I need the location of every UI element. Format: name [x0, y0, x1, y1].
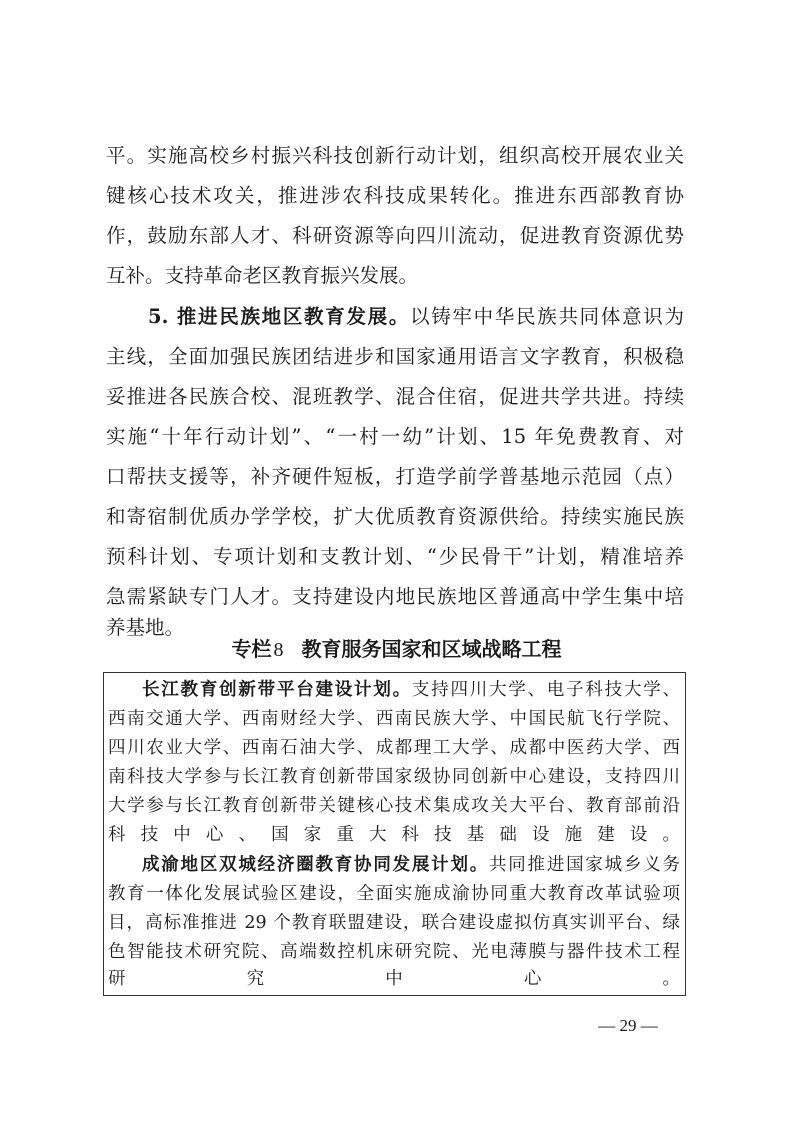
box-line: 西南交通大学、西南财经大学、西南民族大学、中国民航飞行学院、 — [108, 709, 680, 729]
section-5-text: 以铸牢中华民族共同体意识为 — [410, 305, 684, 328]
box-item1-first-line — [142, 676, 680, 704]
box-line: 色智能技术研究院、高端数控机床研究院、光电薄膜与器件技术工程 — [108, 942, 680, 962]
section-5-heading: 5. 推进民族地区教育发展。 — [148, 305, 411, 328]
box-item1-text: 支持四川大学、电子科技大学、 — [411, 680, 681, 700]
column-title — [0, 634, 793, 664]
body-line: 键核心技术攻关，推进涉农科技成果转化。推进东西部教育协 — [106, 184, 684, 207]
box-item2-text: 共同推进国家城乡义务 — [489, 855, 680, 875]
body-line: 实施“十年行动计划”、“一村一幼”计划、15 年免费教育、对 — [106, 425, 684, 448]
box-item2-first-line — [142, 851, 680, 879]
body-line: 口帮扶支援等，补齐硬件短板，打造学前学普基地示范园（点） — [106, 465, 684, 488]
section-5-first-line — [148, 303, 684, 331]
box-line: 研究中心。 — [108, 969, 680, 989]
box-line: 南科技大学参与长江教育创新带国家级协同创新中心建设，支持四川 — [108, 767, 680, 787]
column-title-prefix: 专栏 — [231, 637, 272, 661]
box-item2-heading: 成渝地区双城经济圈教育协同发展计划。 — [142, 855, 489, 875]
column-title-text: 教育服务国家和区域战略工程 — [301, 637, 562, 661]
box-item1-heading: 长江教育创新带平台建设计划。 — [142, 680, 412, 700]
body-line: 妥推进各民族合校、混班教学、混合住宿，促进共学共进。持续 — [106, 385, 684, 408]
page-number: — 29 — — [598, 1016, 658, 1035]
box-line: 教育一体化发展试验区建设，全面实施成渝协同重大教育改革试验项 — [108, 884, 680, 904]
column-title-number: 8 — [273, 639, 284, 661]
box-line: 大学参与长江教育创新带关键核心技术集成攻关大平台、教育部前沿 — [108, 796, 680, 816]
body-line: 主线，全面加强民族团结进步和国家通用语言文字教育，积极稳 — [106, 345, 684, 368]
body-line: 养基地。 — [106, 616, 185, 639]
body-line: 平。实施高校乡村振兴科技创新行动计划，组织高校开展农业关 — [106, 144, 684, 167]
body-line: 预科计划、专项计划和支教计划、“少民骨干”计划，精准培养 — [106, 545, 684, 568]
body-line: 急需紧缺专门人才。支持建设内地民族地区普通高中学生集中培 — [106, 585, 684, 608]
body-line: 作，鼓励东部人才、科研资源等向四川流动，促进教育资源优势 — [106, 224, 684, 247]
box-line: 科技中心、国家重大科技基础设施建设。 — [108, 825, 680, 845]
body-line: 互补。支持革命老区教育振兴发展。 — [106, 264, 419, 287]
box-line: 目，高标准推进 29 个教育联盟建设，联合建设虚拟仿真实训平台、绿 — [108, 913, 680, 933]
box-line: 四川农业大学、西南石油大学、成都理工大学、成都中医药大学、西 — [108, 738, 680, 758]
body-line: 和寄宿制优质办学学校，扩大优质教育资源供给。持续实施民族 — [106, 505, 684, 528]
